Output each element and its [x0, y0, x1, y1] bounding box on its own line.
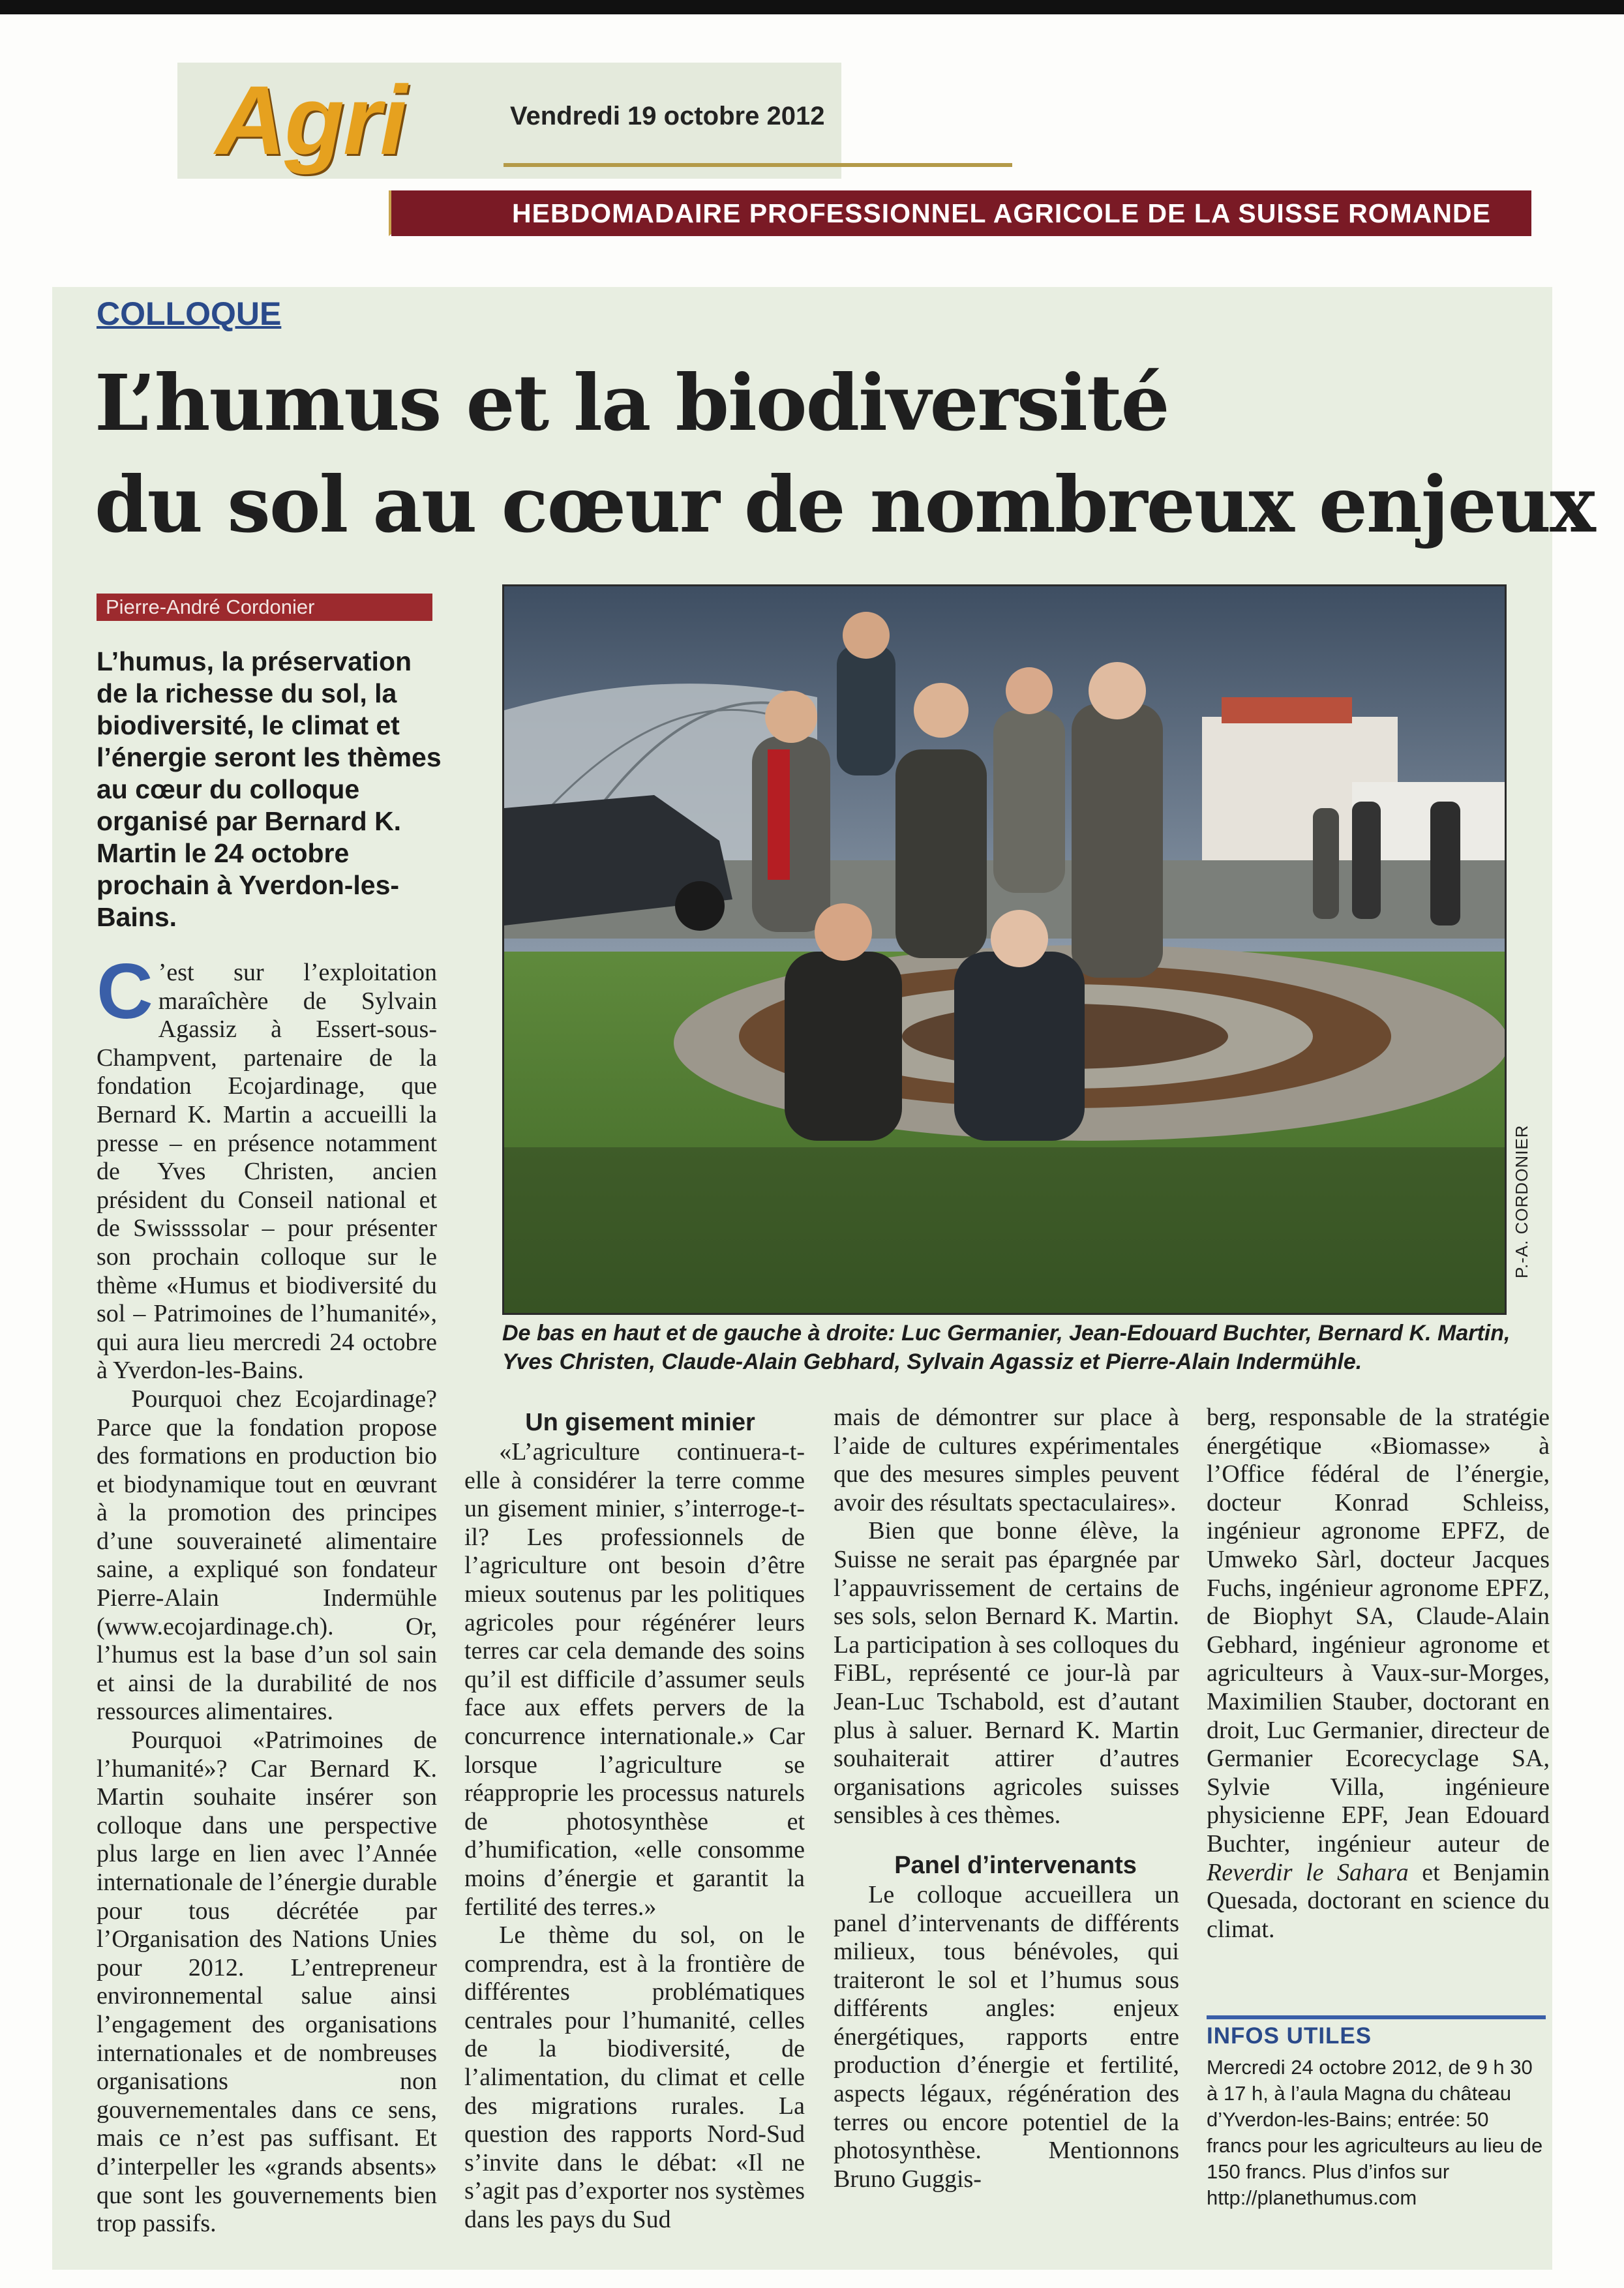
- masthead: [177, 63, 841, 179]
- article-column-4: [1207, 1404, 1550, 1944]
- article-headline: [95, 352, 1595, 556]
- paragraph-text: berg, responsable de la stratégie énergétique «Biomasse» à l’Office fédéral de l’énergie, docteur Konrad Schleiss, ingénieur agronome EPFZ, de Umweko Sàrl, docteur Jacques Fuchs, ingénieur agronome EPFZ, de Biophyt SA, Claude-Alain Gebhard, ingénieur agronome et agriculteurs à Vaux-sur-Morges, Maximilien Stauber, doctorant en droit, Luc Germanier, directeur de Germanier Ecorecyclage SA, Sylvie Villa, ingénieure physicienne EPF, Jean Edouard Buchter, ingénieur auteur de: [1207, 1404, 1550, 1858]
- publication-tagline: HEBDOMADAIRE PROFESSIONNEL AGRICOLE DE LA SUISSE ROMANDE: [391, 190, 1531, 236]
- photo-caption: De bas en haut et de gauche à droite: Luc Germanier, Jean-Edouard Buchter, Bernard K. Martin, Yves Christen, Claude-Alain Gebhard, Sylvain Agassiz et Pierre-Alain Indermühle.: [502, 1321, 1511, 1374]
- subheading: Un gisement minier: [525, 1409, 755, 1436]
- article-column-3: [834, 1404, 1179, 2193]
- paragraph: «L’agriculture continuera-t-elle à considérer la terre comme un gisement minier, s’interroge-t-il? Les professionnels de l’agriculture ont besoin d’être mieux soutenus par les politiques agricoles pour régénérer leurs terres car cela demande des soins qu’il est difficile d’assumer seuls face aux effets pervers de la concurrence internationale.» Car lorsque l’agriculture se réapproprie les processus naturels de photosynthèse et d’humification, «elle consomme moins d’énergie et garantit la fertilité des terres.»: [464, 1438, 805, 1921]
- info-box-text: Mercredi 24 octobre 2012, de 9 h 30 à 17 h, à l’aula Magna du château d’Yverdon-les-Bains; entrée: 50 francs pour les agriculteurs au lieu de 150 francs. Plus d’infos sur http://planethumus.com: [1207, 2056, 1543, 2209]
- book-title: Reverdir le Sahara: [1207, 1858, 1409, 1886]
- masthead-rule: [504, 163, 1012, 167]
- paragraph-text: ’est sur l’exploitation maraîchère de Sylvain Agassiz à Essert-sous-Champvent, partenaire de la fondation Ecojardinage, que Bernard K. Martin a accueilli la presse – en présence notamment de Yves Christen, ancien président du Conseil national et de Swissssolar – pour présenter son prochain colloque sur le thème «Humus et biodiversité du sol – Patrimoines de l’humanité», qui aura lieu mercredi 24 octobre à Yverdon-les-Bains.: [97, 959, 437, 1385]
- paragraph: [97, 948, 437, 1385]
- paragraph: mais de démontrer sur place à l’aide de cultures expérimentales que des mesures simples peuvent avoir des résultats spectaculaires».: [834, 1404, 1179, 1516]
- headline-line-2: du sol au cœur de nombreux enjeux: [95, 459, 1595, 550]
- paragraph: [1207, 1404, 1550, 1944]
- paragraph: Pourquoi chez Ecojardinage? Parce que la fondation propose des formations en production bio et biodynamique tout en œuvrant à la promotion des principes d’une souveraineté alimentaire saine, a expliqué son fondateur Pierre-Alain Indermühle (www.ecojardinage.ch). Or, l’humus est la base d’un sol sain et ainsi de la durabilité de nos ressources alimentaires.: [97, 1385, 437, 1726]
- agri-logo: Agri: [215, 65, 406, 175]
- info-box-title: INFOS UTILES: [1207, 2023, 1372, 2049]
- paragraph: Le thème du sol, on le comprendra, est à la frontière de différentes problématiques centrales pour l’humanité, celles de la biodiversité, de l’alimentation, du climat et celle des migrations rurales. La question des rapports Nord-Sud s’invite dans le débat: «Il ne s’agit pas d’exporter nos systèmes dans les pays du Sud: [464, 1921, 805, 2234]
- subheading: Panel d’intervenants: [894, 1851, 1137, 1879]
- issue-date: Vendredi 19 octobre 2012: [510, 102, 825, 130]
- paragraph: Pourquoi «Patrimoines de l’humanité»? Car Bernard K. Martin souhaite insérer son colloque dans une perspective plus large en lien avec l’Année internationale de l’énergie durable pour tous décrétée par l’Organisation des Nations Unies pour 2012. L’entrepreneur environnemental salue ainsi l’engagement des organisations internationales et de nombreuses organisations non gouvernementales dans ce sens, mais ce n’est pas suffisant. Et d’interpeller les «grands absents» que sont les gouvernements bien trop passifs.: [97, 1726, 437, 2238]
- headline-line-1: L’humus et la biodiversité: [95, 357, 1169, 448]
- paragraph: Le colloque accueillera un panel d’intervenants de différents milieux, tous bénévoles, qui traiteront le sol et l’humus sous différents angles: enjeux énergétiques, rapports entre production d’énergie et fertilité, aspects légaux, régénération des terres ou encore potentiel de la photosynthèse. Mentionnons Bruno Guggis-: [834, 1880, 1179, 2193]
- group-photo-illustration: [504, 586, 1505, 1313]
- info-box: [1207, 2015, 1546, 2211]
- article-column-1: [97, 948, 437, 2238]
- paragraph-text: et Benjamin Quesada, doctorant en science du climat.: [1207, 1858, 1550, 1943]
- article-lead: L’humus, la préservation de la richesse du sol, la biodiversité, le climat et l’énergie seront les thèmes au cœur du colloque organisé par Bernard K. Martin le 24 octobre prochain à Yverdon-les-Bains.: [97, 646, 442, 932]
- article-photo: [502, 584, 1507, 1315]
- scan-top-edge: [0, 0, 1624, 14]
- section-kicker: COLLOQUE: [97, 295, 282, 332]
- article-column-2: [464, 1407, 805, 2235]
- drop-cap: C: [97, 948, 153, 1035]
- photo-credit: P.-A. CORDONIER: [1512, 1124, 1531, 1278]
- author-byline: Pierre-André Cordonier: [97, 594, 432, 621]
- paragraph: Bien que bonne élève, la Suisse ne serait pas épargnée par l’appauvrissement de certains de ses sols, selon Bernard K. Martin. La participation à ses colloques du FiBL, représenté ce jour-là par Jean-Luc Tschabold, est d’autant plus à saluer. Bernard K. Martin souhaiterait attirer d’autres organisations agricoles suisses sensibles à ces thèmes.: [834, 1517, 1179, 1829]
